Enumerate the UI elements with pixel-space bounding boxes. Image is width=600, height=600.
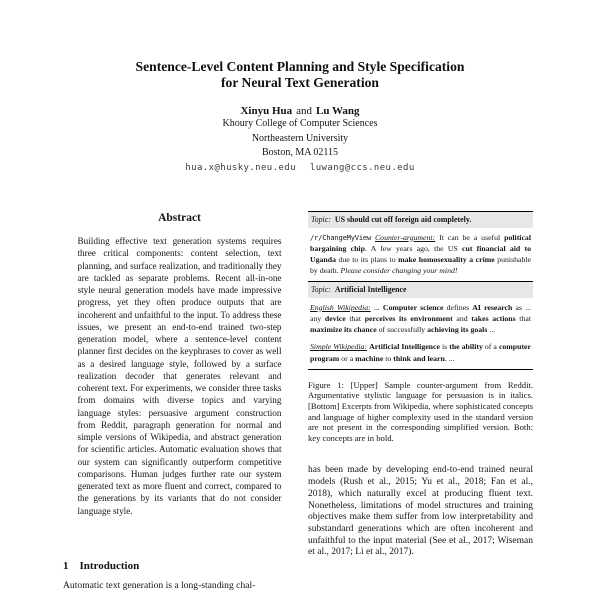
author-emails (0, 163, 600, 173)
topic-label-1: Topic: (311, 215, 331, 224)
affiliation-city: Boston, MA 02115 (261, 147, 339, 158)
title-block (0, 59, 600, 173)
paper-title-line1: Sentence-Level Content Planning and Style Specification (135, 59, 465, 74)
section-heading-introduction (63, 560, 296, 572)
topic-text-1: US should cut off foreign aid completely. (334, 215, 472, 224)
figure-1-caption: Figure 1: [Upper] Sample counter-argument from Reddit. Argumentative stylistic language for persuasion is in italics. [Bottom] Excerpts from Wikipedia, where sophisticated concepts and language of higher complexity used in the standard version are not present in the corresponding simplified version. Both: key concepts are in bold. (308, 379, 533, 443)
introduction-section (63, 560, 296, 592)
affiliation-university: Northeastern University (251, 132, 349, 144)
section-title: Introduction (79, 560, 140, 572)
author-email-1: hua.x@husky.neu.edu (185, 162, 296, 173)
paper-title-line2: for Neural Text Generation (221, 75, 379, 90)
author-conjunction: and (296, 105, 313, 117)
abstract-heading: Abstract (158, 212, 201, 224)
left-column (63, 212, 296, 517)
topic-label-2: Topic: (311, 285, 331, 295)
figure-topic-row-1 (308, 212, 533, 228)
figure-topic-row-2 (308, 281, 533, 298)
right-column-paragraph: has been made by developing end-to-end trained neural models (Rush et al., 2015; Yu et al., 2018; Fan et al., 2018), which naturally excel at producing fluent text. Nonetheless, limitations of model structures and training objectives make them suffer from low interpretability and substandard generations which are often incoherent and unfaithful to the input material (See et al., 2017; Wiseman et al., 2017; Li et al., 2017). (308, 465, 533, 558)
figure-reddit-example: /r/ChangeMyView Counter-argument: It can be a useful political bargaining chip. A few years ago, the US cut financial aid to Uganda due to its plans to make homosexuality a crime punishable by death. Please consider changing your mind! (310, 232, 531, 276)
affiliation-department: Khoury College of Computer Sciences (222, 118, 378, 129)
topic-text-2: Artificial Intelligence (334, 285, 407, 295)
figure-simple-wikipedia-example: Simple Wikipedia: Artificial Intelligence is the ability of a computer program or a machine to think and learn. ... (310, 342, 531, 363)
authors-line (0, 105, 600, 117)
section-number: 1 (63, 560, 69, 572)
abstract-text: Building effective text generation systems requires three critical components: content selection, text planning, and surface realization, and traditionally they are tackled as separate problems. Recent all-in-one style neural generation models have made impressive progress, yet they often produce outputs that are incoherent and unfaithful to the input. To address these issues, we present an end-to-end trained two-step generation model, where a sentence-level content planner first decides on the keyphrases to cover as well as a desired language style, followed by a surface realization decoder that generates relevant and coherent text. For experiments, we consider three tasks from domains with diverse topics and varying language styles: persuasive argument construction from Reddit, paragraph generation for normal and simple versions of Wikipedia, and abstract generation for scientific articles. Automatic evaluation shows that our system can significantly outperform competitive comparisons. Human judges further rate our system generated text as more fluent and correct, compared to the generations by its variants that do not consider language style. (77, 236, 282, 516)
author-email-2: luwang@ccs.neu.edu (309, 162, 415, 173)
figure-1-box (308, 211, 533, 370)
introduction-first-line: Automatic text generation is a long-standing chal- (63, 580, 256, 591)
author-2: Lu Wang (316, 105, 360, 117)
right-column (308, 211, 533, 559)
author-1: Xinyu Hua (240, 105, 293, 117)
paper-title (0, 59, 600, 91)
figure-english-wikipedia-example: English Wikipedia: ... Computer science defines AI research as ... any device that perceives its environment and takes actions that maximize its chance of successfully achieving its goals ... (310, 302, 531, 335)
